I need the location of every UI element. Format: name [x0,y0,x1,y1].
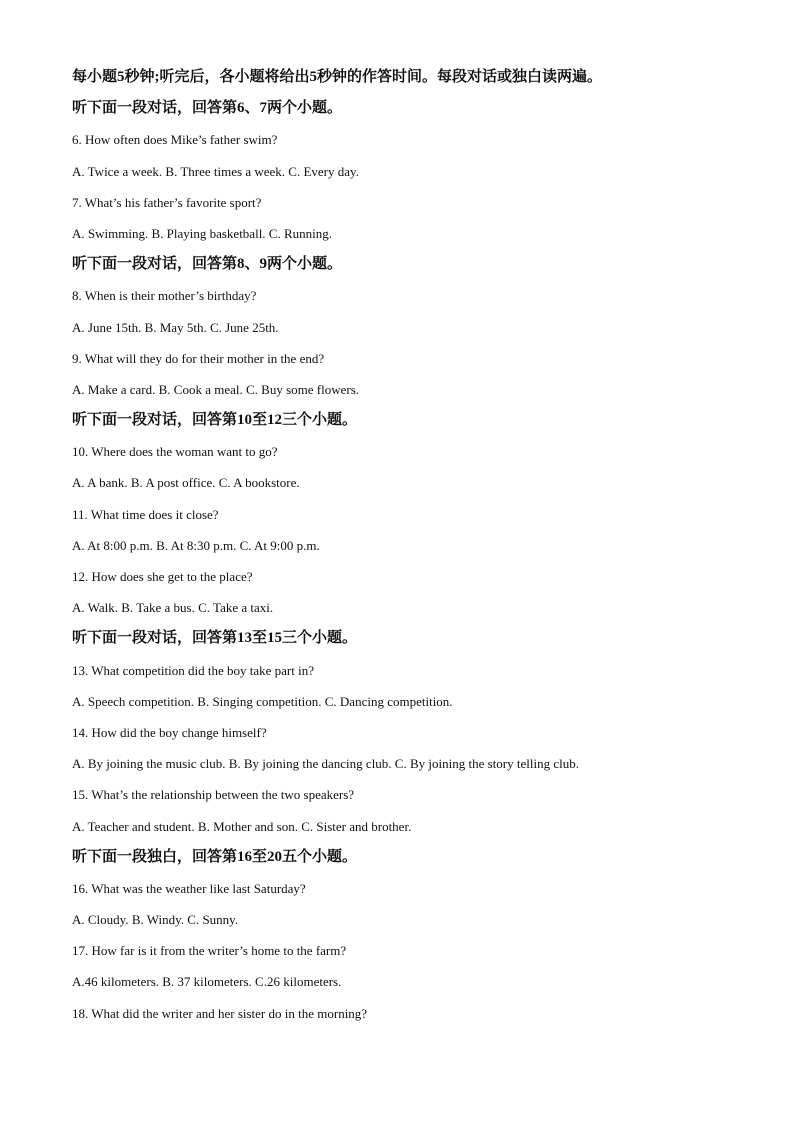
document-page [72,62,752,1029]
instruction-text: 每小题5秒钟;听完后，各小题将给出5秒钟的作答时间。每段对话或独白读两遍。 [72,69,602,85]
options-10: A. A bank. B. A post office. C. A bookstore. [72,475,300,491]
options-12: A. Walk. B. Take a bus. C. Take a taxi. [72,600,274,616]
question-17: 17. How far is it from the writer’s home to the farm? [72,943,347,959]
options-7: A. Swimming. B. Playing basketball. C. Running. [72,225,333,241]
question-18: 18. What did the writer and her sister do in the morning? [72,1005,368,1021]
question-14: 14. How did the boy change himself? [72,724,267,740]
section-heading-13-15: 听下面一段对话，回答第13至15三个小题。 [72,630,358,647]
options-8: A. June 15th. B. May 5th. C. June 25th. [72,319,279,335]
options-11: A. At 8:00 p.m. B. At 8:30 p.m. C. At 9:00 p.m. [72,537,320,553]
question-9: 9. What will they do for their mother in the end? [72,350,325,366]
section-heading-6-7: 听下面一段对话，回答第6、7两个小题。 [72,100,343,117]
question-6: 6. How often does Mike’s father swim? [72,132,278,148]
options-9: A. Make a card. B. Cook a meal. C. Buy some flowers. [72,381,360,397]
options-13: A. Speech competition. B. Singing competition. C. Dancing competition. [72,693,453,709]
section-heading-10-12: 听下面一段对话，回答第10至12三个小题。 [72,412,358,429]
question-16: 16. What was the weather like last Saturday? [72,880,306,896]
question-8: 8. When is their mother’s birthday? [72,288,257,304]
question-11: 11. What time does it close? [72,506,219,522]
options-16: A. Cloudy. B. Windy. C. Sunny. [72,912,239,928]
section-heading-8-9: 听下面一段对话，回答第8、9两个小题。 [72,256,343,273]
question-15: 15. What’s the relationship between the two speakers? [72,787,355,803]
question-12: 12. How does she get to the place? [72,569,253,584]
options-17: A.46 kilometers. B. 37 kilometers. C.26 kilometers. [72,974,342,990]
section-heading-16-20: 听下面一段独白，回答第16至20五个小题。 [72,848,358,865]
options-14: A. By joining the music club. B. By joining the dancing club. C. By joining the story telling club. [72,756,579,772]
question-10: 10. Where does the woman want to go? [72,444,278,460]
question-7: 7. What’s his father’s favorite sport? [72,194,262,210]
options-15: A. Teacher and student. B. Mother and son. C. Sister and brother. [72,818,412,834]
options-6: A. Twice a week. B. Three times a week. C. Every day. [72,163,359,179]
question-13: 13. What competition did the boy take part in? [72,662,315,678]
